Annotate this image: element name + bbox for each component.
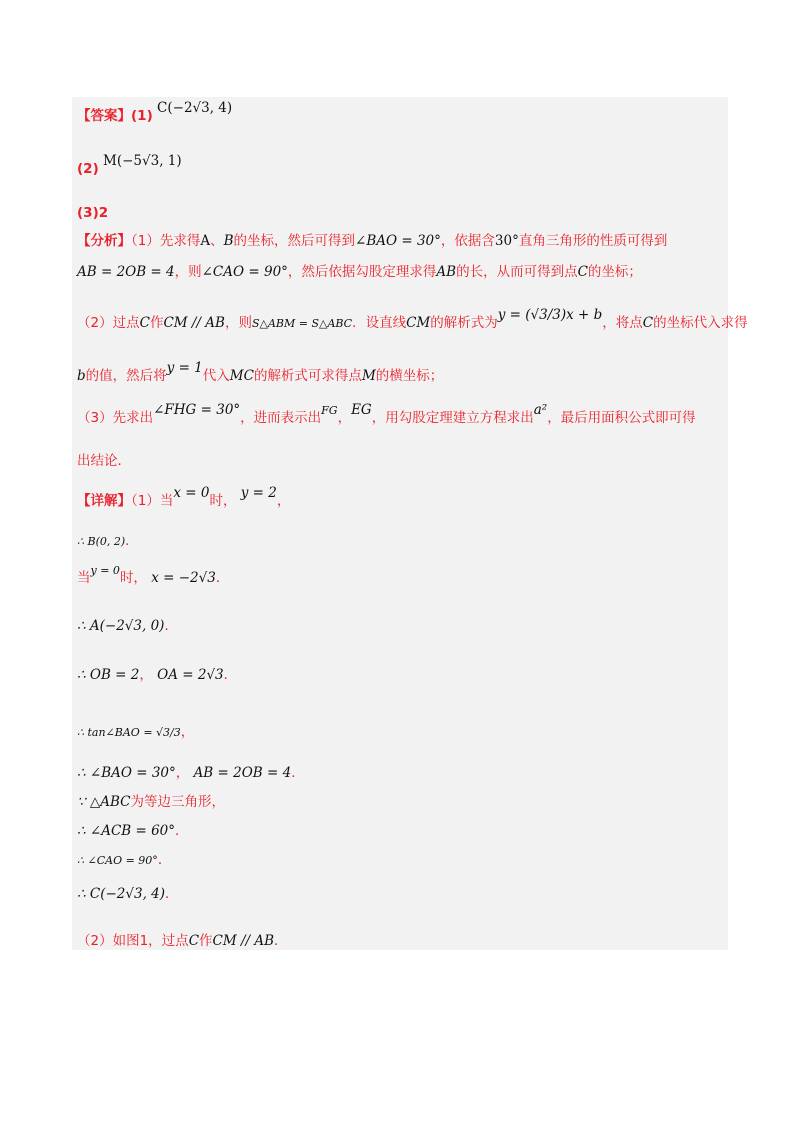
analysis-line-1: [77, 232, 667, 250]
math: y = 1: [166, 360, 203, 376]
text: （2）过点: [77, 315, 140, 331]
analysis-line-4: [77, 360, 444, 385]
math: C: [577, 264, 588, 280]
answer-2-math: M(−5√3, 1): [103, 153, 182, 169]
text: ，: [139, 667, 153, 683]
answer-tag: 【答案】: [77, 108, 131, 124]
text: （2）如图1，过点: [77, 933, 189, 949]
math: B: [223, 233, 234, 249]
analysis-line-6: [77, 452, 131, 470]
detail-line-5: [77, 666, 237, 684]
math: CM // AB: [212, 933, 275, 949]
text: ，然后依据勾股定理求得: [287, 264, 437, 280]
text: 的解析式为: [430, 315, 498, 331]
detail-line-12: [77, 932, 288, 950]
math: OA = 2√3: [157, 667, 224, 683]
math: C: [642, 315, 654, 331]
math: ∴ A(−2√3, 0): [77, 618, 165, 634]
math: ∴ ∠BAO = 30°: [77, 765, 176, 781]
math: AB = 2OB = 4: [193, 765, 292, 781]
text: ．: [125, 533, 139, 549]
text: ，: [337, 410, 352, 426]
text: ，则: [224, 315, 252, 331]
detail-line-6: [77, 723, 194, 742]
text: 、: [210, 233, 224, 249]
math: y = 0: [90, 564, 120, 577]
math: y = 2: [240, 485, 277, 501]
detail-line-2: [77, 532, 139, 551]
text: ，用勾股定理建立方程求出: [371, 410, 534, 426]
text: ．: [164, 618, 178, 634]
math: a²: [533, 402, 548, 418]
math: ∴ ∠CAO = 90°: [77, 854, 158, 867]
math: MC: [229, 368, 254, 384]
text: （1）当: [131, 493, 174, 509]
text: 的横坐标；: [375, 368, 444, 384]
text: ．: [175, 823, 189, 839]
math: ∠FHG = 30°: [153, 402, 241, 418]
math: CM // AB: [163, 315, 225, 331]
math: FG: [321, 404, 338, 417]
math: AB = 2OB = 4: [77, 264, 175, 280]
text: ．: [223, 667, 238, 683]
detail-line-1: [77, 485, 291, 510]
text: 作: [199, 933, 213, 949]
math: S△ABM = S△ABC: [251, 317, 353, 330]
analysis-line-5: [77, 402, 696, 428]
text: ，最后用面积公式即可得: [547, 410, 696, 426]
text: （1）先求得: [131, 233, 201, 249]
detail-line-11: [77, 885, 179, 903]
text: ．设直线: [352, 315, 407, 331]
text: ，则: [174, 264, 202, 280]
math: C: [139, 315, 150, 331]
text: 的坐标代入求得: [653, 315, 748, 331]
answer-line-3: [77, 204, 108, 222]
text: 时，: [119, 570, 147, 586]
answer-part-1: (1): [131, 108, 153, 124]
text: 出结论．: [77, 453, 131, 469]
text: ，将点: [602, 315, 643, 331]
math: b: [77, 368, 86, 384]
math: A: [200, 233, 211, 249]
text: ．: [157, 852, 172, 868]
text: 的坐标，然后可得到: [233, 233, 356, 249]
answer-line-2: [77, 153, 182, 178]
detail-line-8: [77, 793, 225, 811]
text: ，进而表示出: [240, 410, 322, 426]
detail-line-9: [77, 822, 189, 840]
text: ，: [175, 765, 190, 781]
analysis-tag: 【分析】: [77, 233, 131, 249]
detail-line-3: [77, 564, 230, 588]
math: ∠CAO = 90°: [201, 264, 288, 280]
math: x = 0: [173, 485, 210, 501]
math: ∠BAO = 30°: [355, 233, 441, 249]
text: ．: [165, 886, 179, 902]
math: CM: [406, 315, 431, 331]
answer-line-1: [77, 100, 233, 125]
text: ，: [180, 724, 195, 740]
detail-line-4: [77, 617, 178, 635]
text: 为等边三角形，: [130, 794, 226, 810]
text: 的坐标；: [587, 264, 642, 280]
math: ∵ △ABC: [77, 794, 131, 810]
text: ，依据含: [440, 233, 495, 249]
math: AB: [436, 264, 457, 280]
text: ．: [291, 765, 305, 781]
answer-part-3: (3)2: [77, 205, 109, 221]
text: 的值，然后将: [85, 368, 167, 384]
math: ∴ C(−2√3, 4): [77, 886, 166, 902]
text: 直角三角形的性质可得到: [518, 233, 668, 249]
analysis-line-2: [77, 263, 642, 281]
math: C: [188, 933, 200, 949]
detail-line-10: [77, 851, 171, 870]
text: 当: [77, 570, 91, 586]
math: EG: [351, 402, 372, 418]
text: 的长，从而可得到点: [456, 264, 578, 280]
math: y = (√3/3)x + b: [497, 307, 603, 323]
answer-1-math: C(−2√3, 4): [157, 100, 233, 116]
math: x = −2√3: [151, 570, 216, 586]
math: ∴ OB = 2: [77, 667, 140, 683]
math: ∴ ∠ACB = 60°: [77, 823, 176, 839]
text: 代入: [202, 368, 230, 384]
answer-part-2: (2): [77, 161, 99, 177]
detail-tag: 【详解】: [77, 493, 131, 509]
analysis-line-3: [77, 307, 748, 333]
text: 时，: [209, 493, 237, 509]
detail-line-7: [77, 764, 305, 782]
text: ．: [215, 570, 230, 586]
text: ，: [276, 493, 291, 509]
text: （3）先求出: [77, 410, 154, 426]
math: ∴ B(0, 2): [77, 535, 126, 548]
text: ．: [274, 933, 288, 949]
text: 的解析式可求得点: [253, 368, 362, 384]
math: M: [361, 368, 376, 384]
text: 作: [149, 315, 164, 331]
math: ∴ tan∠BAO = √3/3: [77, 726, 181, 739]
math: 30°: [494, 233, 519, 249]
